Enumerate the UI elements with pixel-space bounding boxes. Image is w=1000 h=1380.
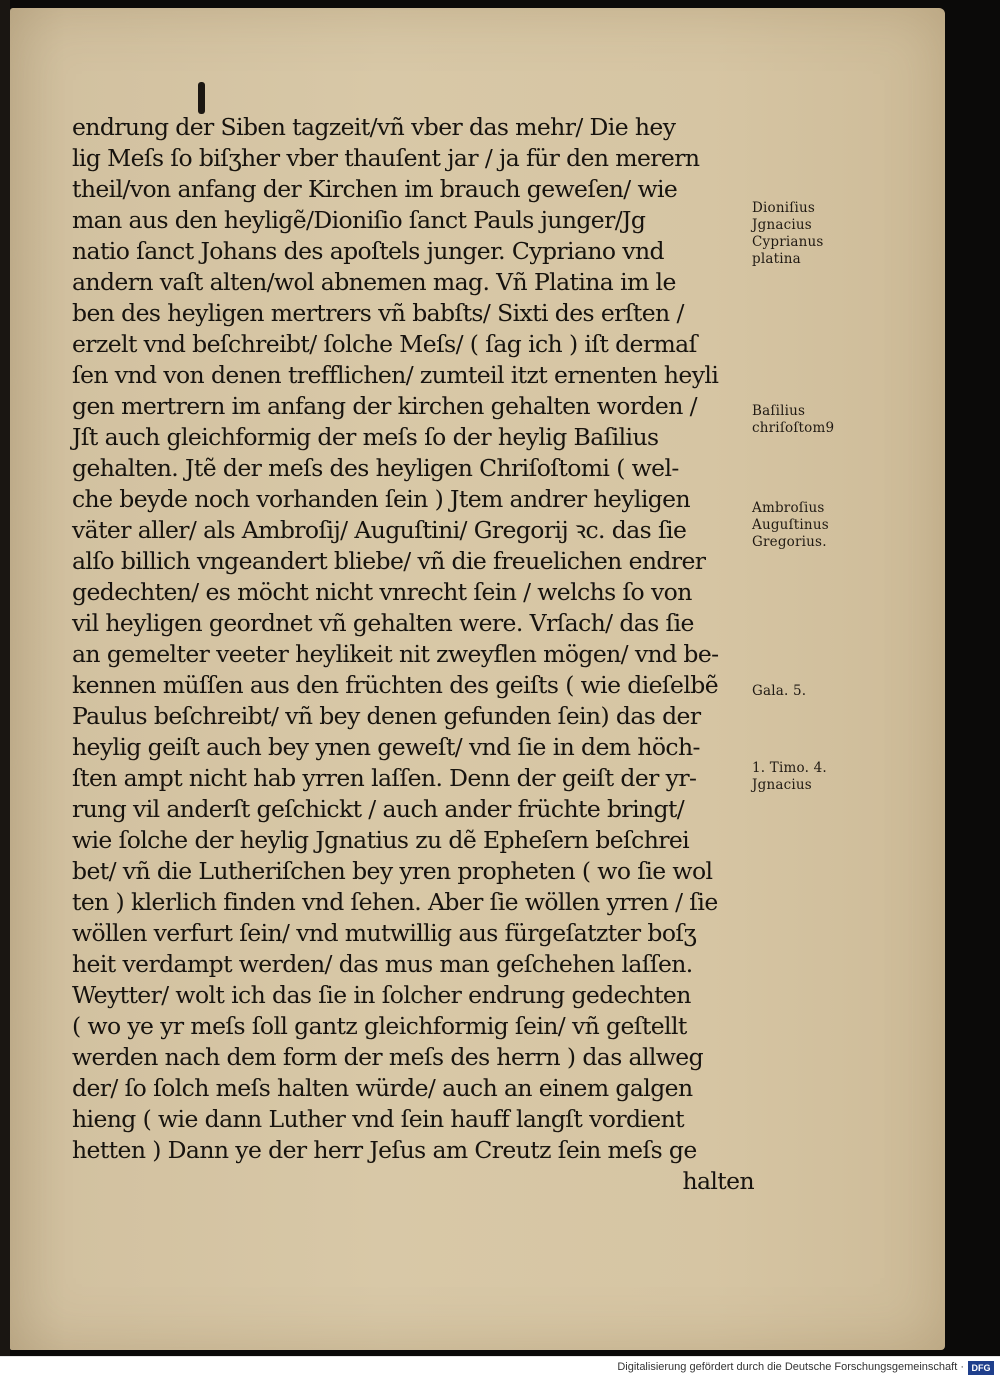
text-line: ben des heyligen mertrers vñ babſts/ Sixti des erſten / bbox=[72, 299, 684, 327]
text-line: ſten ampt nicht hab yrren laſſen. Denn der geiſt der yr- bbox=[72, 764, 697, 792]
margin-note-galatians bbox=[752, 683, 806, 700]
dfg-logo-icon: DFG bbox=[968, 1361, 994, 1375]
margin-note-basilius bbox=[752, 403, 834, 437]
text-line: theil/von anfang der Kirchen im brauch geweſen/ wie bbox=[72, 175, 678, 203]
ink-mark bbox=[198, 82, 205, 114]
text-line: Paulus beſchreibt/ vñ bey denen gefunden ſein) das der bbox=[72, 702, 701, 730]
text-line: che beyde noch vorhanden ſein ) Jtem andrer heyligen bbox=[72, 485, 691, 513]
binding-edge bbox=[0, 0, 10, 1356]
text-line: werden nach dem form der meſs des herrn ) das allweg bbox=[72, 1043, 704, 1071]
text-line: der/ ſo ſolch meſs halten würde/ auch an einem galgen bbox=[72, 1074, 693, 1102]
text-line: Weytter/ wolt ich das ſie in ſolcher endrung gedechten bbox=[72, 981, 691, 1009]
text-line: hetten ) Dann ye der herr Jeſus am Creutz ſein meſs ge bbox=[72, 1136, 697, 1164]
main-text-block bbox=[72, 112, 762, 1197]
text-line: man aus den heyligẽ/Dioniſio ſanct Pauls junger/Jg bbox=[72, 206, 646, 234]
text-line: gedechten/ es möcht nicht vnrecht ſein / welchs ſo von bbox=[72, 578, 692, 606]
text-line: alſo billich vngeandert bliebe/ vñ die freuelichen endrer bbox=[72, 547, 706, 575]
margin-note-line: Gala. 5. bbox=[752, 683, 807, 699]
text-line: wöllen verfurt ſein/ vnd mutwillig aus fürgeſatzter boſʒ bbox=[72, 919, 697, 947]
text-line: ( wo ye yr meſs ſoll gantz gleichformig ſein/ vñ geſtellt bbox=[72, 1012, 687, 1040]
text-line: heit verdampt werden/ das mus man geſchehen laſſen. bbox=[72, 950, 693, 978]
margin-note-line: Jgnacius bbox=[752, 217, 812, 233]
footer-credit-text: Digitalisierung gefördert durch die Deutsche Forschungsgemeinschaft · bbox=[617, 1361, 964, 1373]
text-line: erzelt vnd beſchreibt/ ſolche Meſs/ ( ſag ich ) iſt dermaſ bbox=[72, 330, 697, 358]
margin-note-ambrosius bbox=[752, 500, 829, 551]
text-line: väter aller/ als Ambroſij/ Auguſtini/ Gregorij ꝛc. das ſie bbox=[72, 516, 687, 544]
footer-bar bbox=[0, 1356, 1000, 1380]
text-line: an gemelter veeter heylikeit nit zweyflen mögen/ vnd be- bbox=[72, 640, 719, 668]
text-line: bet/ vñ die Lutheriſchen bey yren propheten ( wo ſie wol bbox=[72, 857, 713, 885]
margin-note-line: chriſoſtom9 bbox=[752, 420, 835, 436]
text-line: lig Meſs ſo biſʒher vber thauſent jar / ja für den merern bbox=[72, 144, 700, 172]
catchword: halten bbox=[682, 1167, 754, 1195]
margin-note-timothy bbox=[752, 760, 827, 794]
text-line: gehalten. Jtẽ der meſs des heyligen Chriſoſtomi ( wel- bbox=[72, 454, 679, 482]
text-line: vil heyligen geordnet vñ gehalten were. Vrſach/ das ſie bbox=[72, 609, 694, 637]
text-line: kennen müſſen aus den früchten des geiſts ( wie dieſelbẽ bbox=[72, 671, 719, 699]
margin-note-dionisius bbox=[752, 200, 824, 268]
text-line: wie ſolche der heylig Jgnatius zu dẽ Epheſern beſchrei bbox=[72, 826, 690, 854]
text-line: Jſt auch gleichformig der meſs ſo der heylig Baſilius bbox=[72, 423, 659, 451]
margin-note-line: 1. Timo. 4. bbox=[752, 760, 827, 776]
margin-note-line: platina bbox=[752, 251, 801, 267]
text-line: gen mertrern im anfang der kirchen gehalten worden / bbox=[72, 392, 697, 420]
text-line: endrung der Siben tagzeit/vñ vber das mehr/ Die hey bbox=[72, 113, 676, 141]
text-line: hieng ( wie dann Luther vnd ſein hauff langſt vordient bbox=[72, 1105, 684, 1133]
margin-note-line: Gregorius. bbox=[752, 534, 827, 550]
margin-note-line: Ambroſius bbox=[752, 500, 825, 516]
text-line: andern vaſt alten/wol abnemen mag. Vñ Platina im le bbox=[72, 268, 676, 296]
margin-note-line: Dioniſius bbox=[752, 200, 816, 216]
text-line: natio ſanct Johans des apoſtels junger. Cypriano vnd bbox=[72, 237, 664, 265]
margin-note-line: Cyprianus bbox=[752, 234, 824, 250]
margin-note-line: Jgnacius bbox=[752, 777, 812, 793]
text-line: ſen vnd von denen trefflichen/ zumteil itzt ernenten heyli bbox=[72, 361, 719, 389]
margin-note-line: Baſilius bbox=[752, 403, 806, 419]
text-line: ten ) klerlich finden vnd ſehen. Aber ſie wöllen yrren / ſie bbox=[72, 888, 718, 916]
text-line: rung vil anderſt geſchickt / auch ander früchte bringt/ bbox=[72, 795, 685, 823]
margin-note-line: Auguſtinus bbox=[752, 517, 829, 533]
text-line: heylig geiſt auch bey ynen geweſt/ vnd ſie in dem höch- bbox=[72, 733, 700, 761]
